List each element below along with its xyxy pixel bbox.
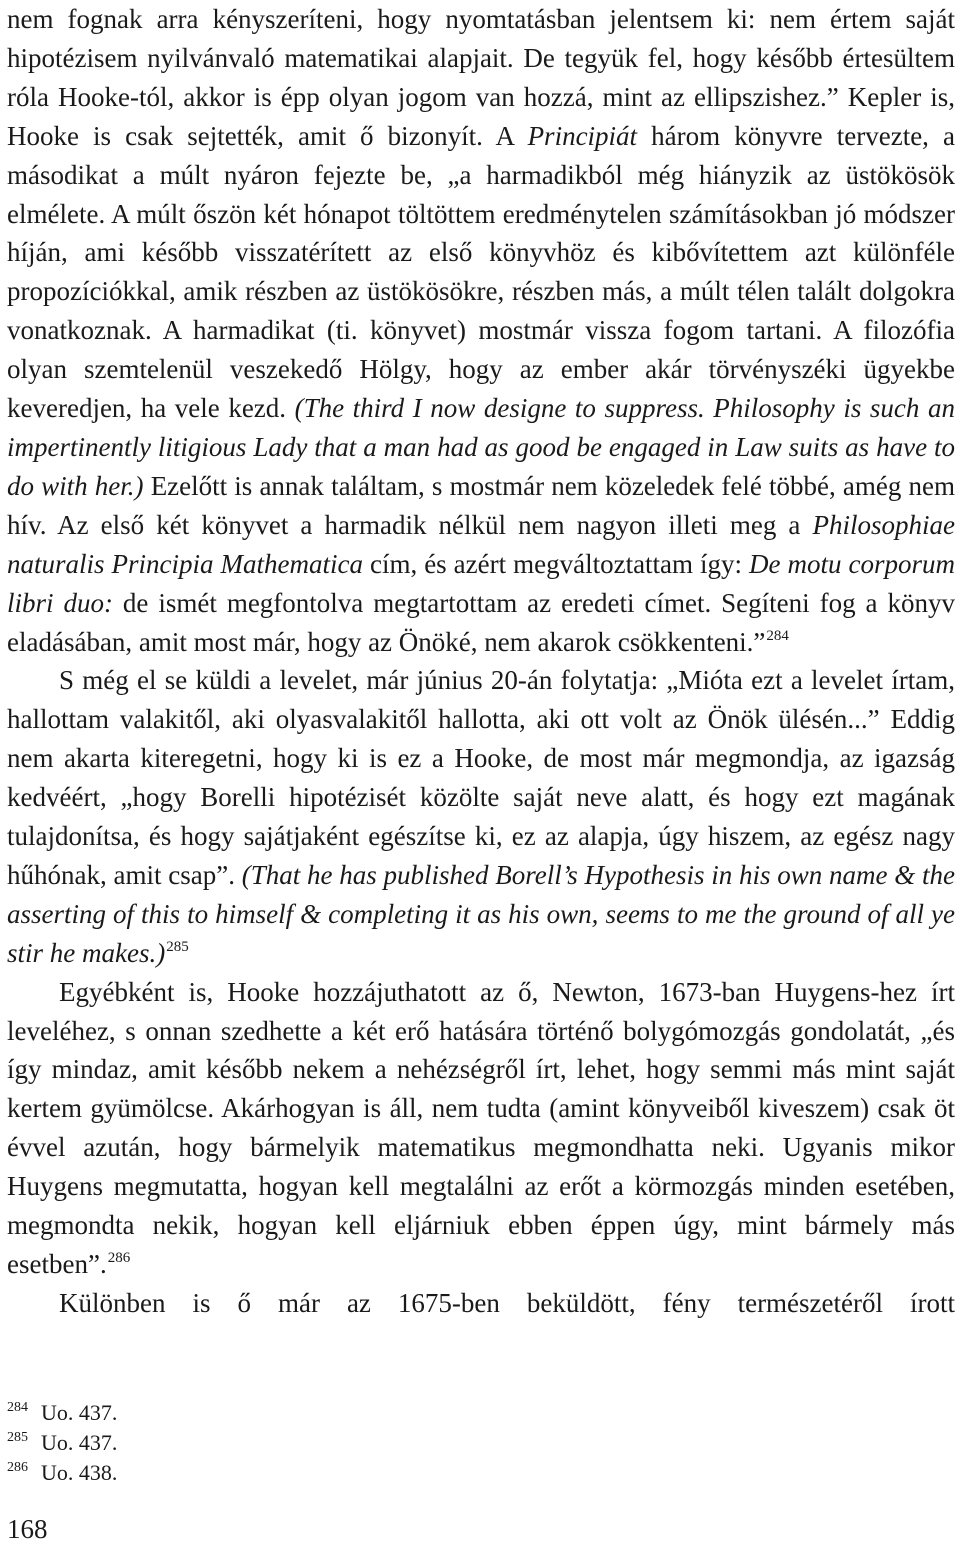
paragraph-4 [7, 1284, 955, 1323]
italic-text: Philosophiae naturalis Principia Mathematica [7, 509, 955, 579]
italic-text: (That he has published Borell’s Hypothesis in his own name & the asserting of this to himself & completing it as his own, seems to me the ground of all ye stir he makes.) [7, 859, 955, 968]
footnote-text: Uo. 437. [41, 1400, 118, 1425]
text-run: cím, és azért megváltoztattam így: [362, 548, 750, 579]
text-run: de ismét megfontolva megtartottam az eredeti címet. Segíteni fog a könyv eladásában, amit most már, hogy az Önöké, nem akarok csökkenteni.” [7, 587, 955, 657]
main-text [7, 0, 955, 1323]
footnote: $^{284}$ Uo. 437. [7, 1400, 118, 1425]
paragraph-1 [7, 0, 955, 661]
paragraph-3 [7, 973, 955, 1284]
footnote-reference: 286 [107, 1250, 131, 1266]
footnote: $^{286}$ Uo. 438. [7, 1460, 118, 1485]
italic-text: Principiát [527, 120, 638, 151]
italic-text: De motu corporum libri duo: [7, 548, 955, 618]
italic-text: (The third I now designe to suppress. Philosophy is such an impertinently litigious Lady that a man had as good be engaged in Law suits as have to do with her.) [7, 393, 955, 501]
paragraph-2 [7, 661, 955, 972]
text-run: Különben is ő már az 1675-ben beküldött, fény természetéről írott [59, 1287, 955, 1318]
footnotes [7, 1398, 707, 1488]
text-run: nem fognak arra kényszeríteni, hogy nyomtatásban jelentsem ki: nem értem saját hipotézisem nyilvánvaló matematikai alapjait. De tegyük fel, hogy később értesültem róla Hooke-tól, akkor is épp olyan jogom van hozzá, mint az ellipszishez.” Kepler is, Hooke is csak sejtették, amit ő bizonyít. A [7, 4, 955, 151]
page-number: 168 [7, 1514, 48, 1544]
book-page [7, 0, 955, 1552]
footnote-reference: 285 [166, 938, 189, 955]
text-run: Ezelőtt is annak találtam, s mostmár nem közeledek felé többé, amég nem hív. Az első két könyvet a harmadik nélkül nem nagyon illeti meg a [7, 470, 955, 540]
footnote-text: Uo. 437. [41, 1430, 118, 1455]
text-run: három könyvre tervezte, a másodikat a múlt nyáron fejezte be, „a harmadikból még hiányzik az üstökösök elmélete. A múlt őszön két hónapot töltöttem eredménytelen számításokban jó módszer híján, ami később visszatérített az első könyvhöz és kibővítettem azt különféle propozíciókkal, amik részben az üstökösökre, részben más, a múlt télen talált dolgokra vonatkoznak. A harmadikat (ti. könyvet) mostmár vissza fogom tartani. A filozófia olyan szemtelenül veszekedő Hölgy, hogy az ember akár törvényszéki ügyekbe keveredjen, ha vele kezd. [7, 120, 955, 424]
footnote: $^{285}$ Uo. 437. [7, 1430, 118, 1455]
footnote-reference: 284 [766, 627, 789, 644]
footnote-text: Uo. 438. [41, 1460, 118, 1485]
text-run: S még el se küldi a levelet, már június 20-án folytatja: „Mióta ezt a levelet írtam, hallottam valakitől, aki olyasvalakitől hallotta, aki ott volt az Önök ülésén...” Eddig nem akarta kiteregetni, hogy ki is ez a Hooke, de most már megmondja, az igazság kedvéért, „hogy Borelli hipotézisét közölte saját neve alatt, és hogy ezt magának tulajdonítsa, és hogy sajátjaként egészítse ki, ez az alapja, úgy hiszem, az egész nagy hűhónak, amit csap”. [7, 665, 955, 890]
text-run: Egyébként is, Hooke hozzájuthatott az ő, Newton, 1673-ban Huygens-hez írt leveléhez, s onnan szedhette a két erő hatására történő bolygómozgás gondolatát, „és így mindaz, amit később nekem a nehézségről írt, lehet, hogy semmi más mint saját kertem gyümölcse. Akárhogyan is áll, nem tudta (amint könyveiből kiveszem) csak öt évvel azután, hogy bármelyik matematikus megmondhatta neki. Ugyanis mikor Huygens megmutatta, hogyan kell megtalálni az erőt a körmozgás minden esetében, megmondta nekik, hogyan kell eljárniuk ebben éppen úgy, mint bármely más esetben”. [7, 976, 955, 1279]
